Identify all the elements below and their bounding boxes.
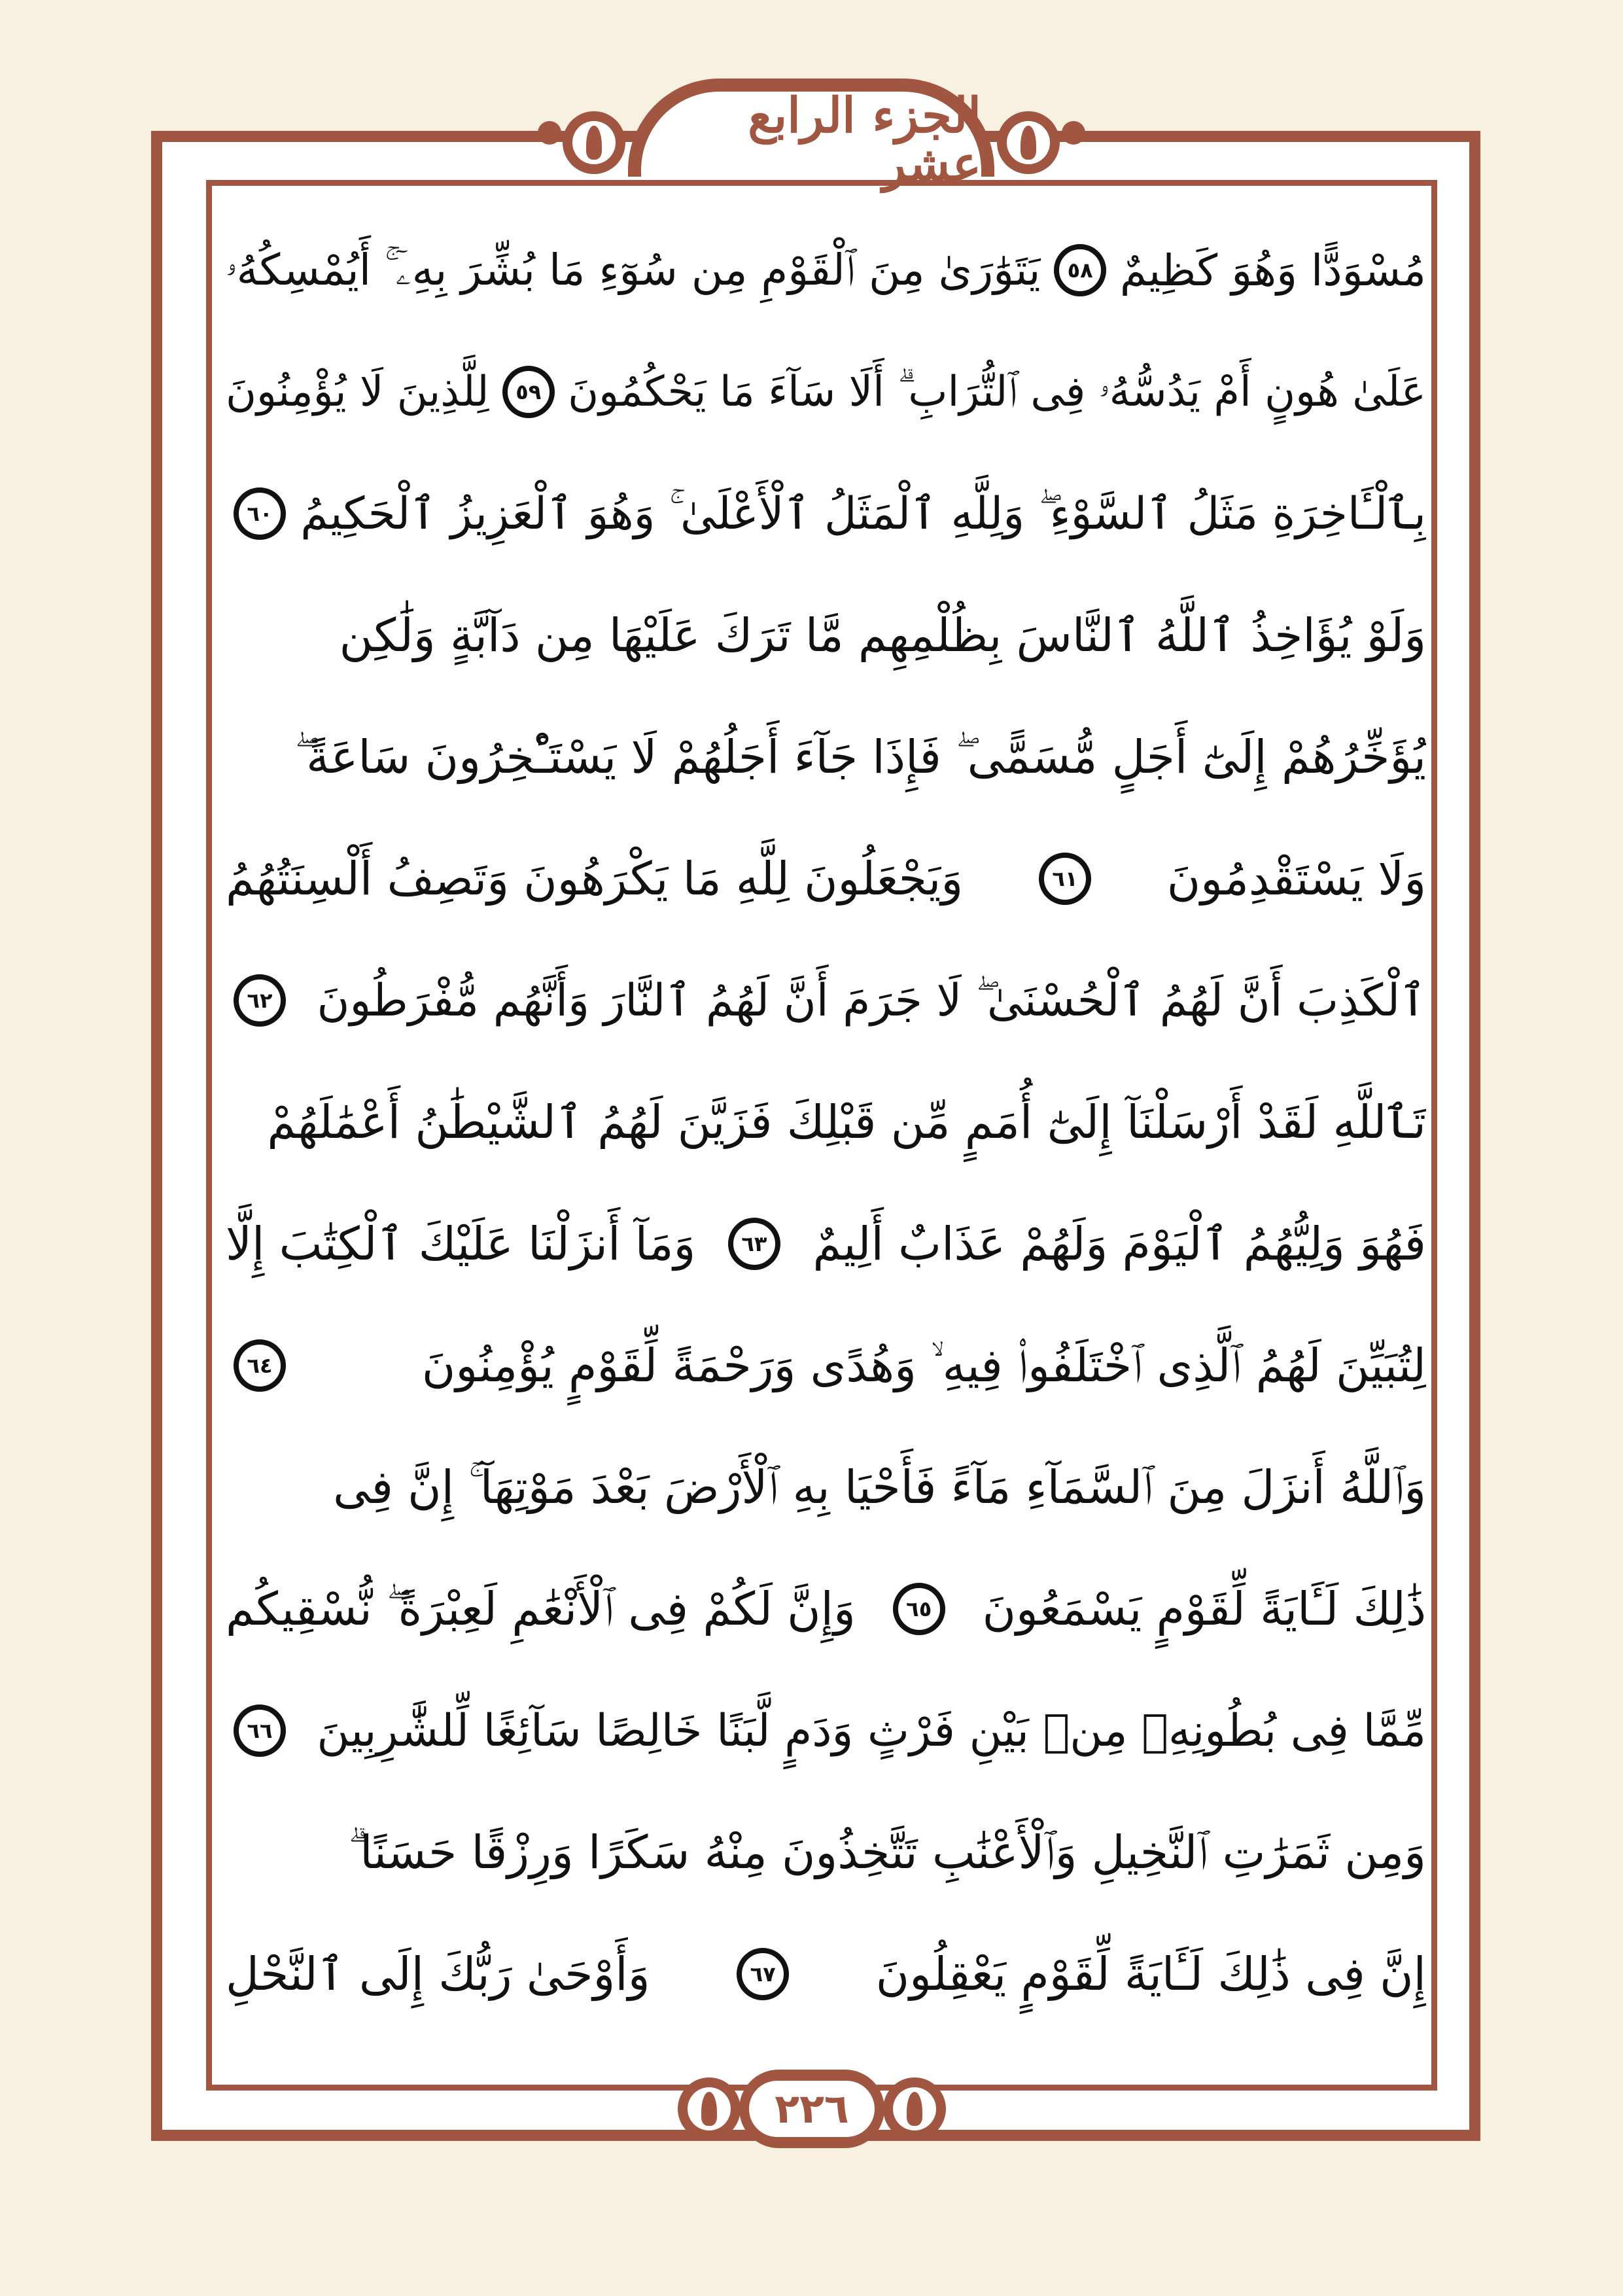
text-line (226, 1913, 1426, 2035)
verse-text: ذَٰلِكَ لَـَٔايَةً لِّقَوْمٍ يَسْمَعُونَ (982, 1582, 1426, 1636)
text-line (226, 1305, 1426, 1426)
leaf-icon (907, 2092, 922, 2126)
text-line (226, 1426, 1426, 1548)
header-leaf-ornament-left (563, 111, 625, 174)
leaf-icon (586, 126, 602, 160)
text-line (226, 818, 1426, 940)
verse-text: عَلَىٰ هُونٍ أَمْ يَدُسُّهُۥ فِى ٱلتُّرَابِ ۗ أَلَا سَآءَ مَا يَحْكُمُونَ (568, 368, 1426, 416)
text-line (226, 574, 1426, 696)
text-line (226, 940, 1426, 1061)
ayah-number-marker: ٥٨ (1054, 244, 1106, 296)
page-number-cartouche (739, 2070, 884, 2148)
page-number: ٢٢٦ (775, 2085, 849, 2132)
verse-text: وَٱللَّهُ أَنزَلَ مِنَ ٱلسَّمَآءِ مَآءً فَأَحْيَا بِهِ ٱلْأَرْضَ بَعْدَ مَوْتِهَآ ۚ إِنَّ فِى (333, 1460, 1426, 1514)
ayah-number-marker: ٦٦ (234, 1704, 286, 1757)
footer-leaf-ornament-left (678, 2077, 741, 2140)
ayah-number-marker: ٦٠ (234, 487, 286, 540)
text-line (226, 209, 1426, 331)
verse-text: وَإِنَّ لَكُمْ فِى ٱلْأَنْعَٰمِ لَعِبْرَةً ۖ نُّسْقِيكُم (226, 1581, 856, 1636)
verse-text: وَلَوْ يُؤَاخِذُ ٱللَّهُ ٱلنَّاسَ بِظُلْمِهِم مَّا تَرَكَ عَلَيْهَا مِن دَآبَّةٍ وَلَٰكِن (339, 609, 1426, 662)
verse-text: ٱلْكَذِبَ أَنَّ لَهُمُ ٱلْحُسْنَىٰ ۖ لَا جَرَمَ أَنَّ لَهُمُ ٱلنَّارَ وَأَنَّهُم مُّفْرَطُونَ (317, 974, 1426, 1027)
verse-text: يَتَوَٰرَىٰ مِنَ ٱلْقَوْمِ مِن سُوٓءِ مَا بُشِّرَ بِهِۦٓ ۚ أَيُمْسِكُهُۥ (226, 244, 1041, 295)
text-line (226, 1548, 1426, 1670)
verse-text: يُؤَخِّرُهُمْ إِلَىٰٓ أَجَلٍ مُّسَمًّى ۖ فَإِذَا جَآءَ أَجَلُهُمْ لَا يَسْتَـْٔخِرُونَ سَاعَةً ۖ (294, 730, 1426, 784)
verse-text: وَيَجْعَلُونَ لِلَّهِ مَا يَكْرَهُونَ وَتَصِفُ أَلْسِنَتُهُمُ (226, 852, 964, 906)
verse-text: لِتُبَيِّنَ لَهُمُ ٱلَّذِى ٱخْتَلَفُوا۟ فِيهِ ۙ وَهُدًى وَرَحْمَةً لِّقَوْمٍ يُؤْمِنُونَ (421, 1338, 1426, 1392)
ayah-number-marker: ٦١ (1039, 853, 1091, 905)
header-leaf-ornament-right (997, 111, 1060, 174)
text-line (226, 1061, 1426, 1183)
verse-text: بِٱلْـَٔاخِرَةِ مَثَلُ ٱلسَّوْءِ ۖ وَلِلَّهِ ٱلْمَثَلُ ٱلْأَعْلَىٰ ۚ وَهُوَ ٱلْعَزِيزُ ٱلْحَكِيمُ (300, 487, 1426, 540)
ayah-number-marker: ٦٧ (737, 1948, 789, 2000)
text-line (226, 1183, 1426, 1305)
verse-text: فَهُوَ وَلِيُّهُمُ ٱلْيَوْمَ وَلَهُمْ عَذَابٌ أَلِيمٌ (812, 1217, 1426, 1271)
leaf-icon (1021, 126, 1036, 160)
verse-text: وَمَآ أَنزَلْنَا عَلَيْكَ ٱلْكِتَٰبَ إِلَّا (226, 1217, 696, 1271)
ayah-number-marker: ٦٣ (728, 1218, 780, 1270)
verse-text: وَمِن ثَمَرَٰتِ ٱلنَّخِيلِ وَٱلْأَعْنَٰبِ تَتَّخِذُونَ مِنْهُ سَكَرًا وَرِزْقًا حَسَنًا ۗ (348, 1825, 1426, 1879)
footer-leaf-ornament-right (883, 2077, 946, 2140)
text-line (226, 1792, 1426, 1913)
text-line (226, 453, 1426, 574)
verse-text: وَلَا يَسْتَقْدِمُونَ (1166, 852, 1426, 906)
verse-text: مُسْوَدًّا وَهُوَ كَظِيمٌ (1119, 245, 1426, 296)
ayah-number-marker: ٦٤ (234, 1339, 286, 1392)
header-ornament-bump-right (1062, 121, 1085, 145)
text-line (226, 331, 1426, 453)
ayah-number-marker: ٦٢ (234, 974, 286, 1027)
leaf-icon (701, 2092, 717, 2126)
juz-title: الجزء الرابع عشر (748, 88, 981, 192)
verse-text: مِّمَّا فِى بُطُونِهِۦ مِنۢ بَيْنِ فَرْثٍ وَدَمٍ لَّبَنًا خَالِصًا سَآئِغًا لِّلشَّٰرِبِينَ (317, 1704, 1426, 1757)
text-line (226, 696, 1426, 818)
verse-text: إِنَّ فِى ذَٰلِكَ لَـَٔايَةً لِّقَوْمٍ يَعْقِلُونَ (875, 1947, 1426, 2001)
verse-text: لِلَّذِينَ لَا يُؤْمِنُونَ (226, 368, 489, 416)
quran-text-block (226, 209, 1426, 2055)
text-line (226, 1670, 1426, 1792)
juz-header-cartouche (628, 79, 994, 192)
verse-text: تَٱللَّهِ لَقَدْ أَرْسَلْنَآ إِلَىٰٓ أُمَمٍ مِّن قَبْلِكَ فَزَيَّنَ لَهُمُ ٱلشَّيْطَٰنُ أَعْمَٰلَهُمْ (267, 1095, 1426, 1149)
ayah-number-marker: ٥٩ (502, 366, 555, 418)
header-ornament-bump-left (538, 121, 561, 145)
ayah-number-marker: ٦٥ (893, 1583, 945, 1635)
verse-text: وَأَوْحَىٰ رَبُّكَ إِلَى ٱلنَّحْلِ (226, 1947, 650, 2001)
